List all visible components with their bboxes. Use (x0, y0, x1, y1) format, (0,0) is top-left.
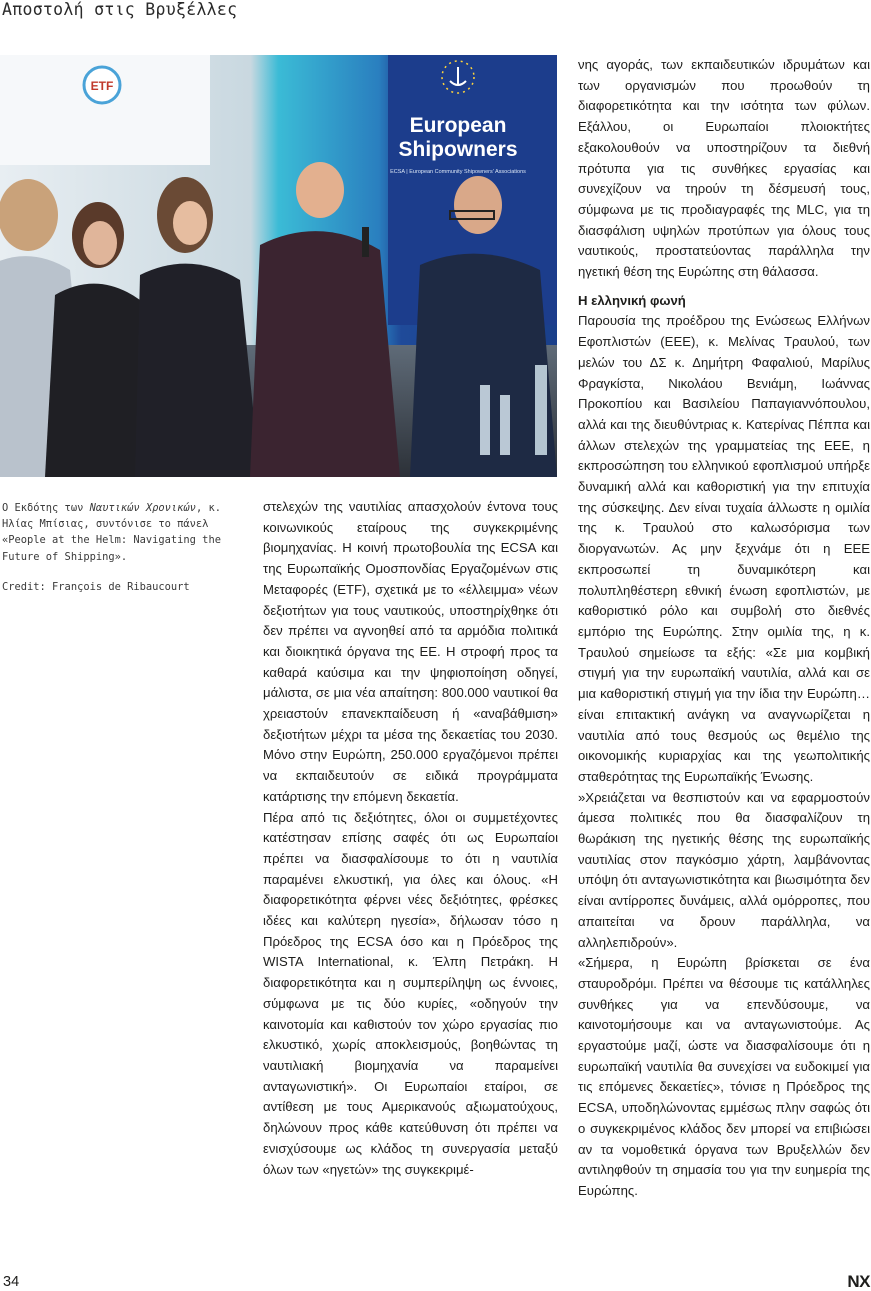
section-title: Αποστολή στις Βρυξέλλες (2, 0, 238, 19)
section-subheading: Η ελληνική φωνή (578, 292, 686, 308)
right-paragraph-2: Παρουσία της προέδρου της Ενώσεως Ελλήνων Εφοπλιστών (ΕΕΕ), κ. Μελίνας Τραυλού, των μελών του ΔΣ κ. Δημήτρη Φαφαλιού, Μαρίλυς Φραγκίστα, Νικολάου Βενιάμη, Ιωάννας Προκοπίου και Βασιλείου Παπαγιαννόπουλου, αλλά και της διευθύντριας κ. Κατερίνας Πέππα και άλλων στελεχών της γραμματείας της ΕΕΕ, η εκπροσώπηση του ελληνικού εφοπλισμού υπήρξε δυναμική αλλά και καθοριστική για την επιτυχία της σύσκεψης. Δεν είναι τυχαία άλλωστε η ομιλία της κ. Τραυλού στο καλωσόρισμα των διοργανωτών. Ας μην ξεχνάμε ότι η ΕΕΕ εκπροσωπεί τη δυναμικότερη και πολυπληθέστερη εθνική ένωση εφοπλιστών, με καθοριστικό ρόλο και συμβολή στο διεθνές εμπόριο της Ευρώπης. Στην ομιλία της, η κ. Τραυλού σημείωσε τα εξής: «Σε μια κομβική στιγμή για την ευρωπαϊκή ναυτιλία, αλλά και σε μια καθοριστική στιγμή για την ίδια την Ευρώπη… είναι επιτακτική ανάγκη να αναγνωρίζεται η ναυτιλία από τους θεσμούς ως θεμέλιο της οικονομικής κυριαρχίας και της γεωπολιτικής σταθερότητας της Ευρωπαϊκής Ένωσης. (578, 313, 870, 784)
banner-line2: Shipowners (398, 138, 518, 161)
etf-logo-text: ETF (90, 79, 114, 93)
caption-italic: Ναυτικών Χρονικών (89, 502, 196, 514)
article-column-right (578, 55, 870, 1202)
photo-credit: Credit: François de Ribaucourt (2, 580, 190, 593)
photo-caption (2, 500, 250, 595)
banner-line1: European (409, 114, 507, 137)
right-paragraph-1: νης αγοράς, των εκπαιδευτικών ιδρυμάτων και των οργανισμών που προωθούν τη διαφορετικότητα και την ισότητα των φύλων. Εξάλλου, οι Ευρωπαίοι πλοιοκτήτες εξακολουθούν να υποστηρίζουν τα διεθνή πρότυπα για τις συνθήκες εργασίας και συνεχίζουν να τηρούν τη δέσμευσή τους, σύμφωνα με τις προδιαγραφές της MLC, για τη διασφάλιση υψηλών προτύπων για όλους τους ναυτικούς, προστατεύοντας παράλληλα την ηγετική θέση της Ευρώπης στη θάλασσα. (578, 57, 870, 280)
caption-text-start: Ο Εκδότης των (2, 502, 90, 514)
etf-logo (84, 67, 120, 103)
right-paragraph-3: »Χρειάζεται να θεσπιστούν και να εφαρμοστούν άμεσα πολιτικές που θα διασφαλίζουν τη θωράκιση της ηγετικής θέσης της ευρωπαϊκής ναυτιλίας στον παγκόσμιο χάρτη, λαμβάνοντας υπόψη ότι ανταγωνιστικότητα και βιωσιμότητα δεν είναι αντίρροπες δυνάμεις, αλλά ομόρροπες, που απαιτείται να δρουν παράλληλα, να αλληλεπιδρούν». (578, 789, 870, 950)
middle-paragraph-1: στελεχών της ναυτιλίας απασχολούν έντονα τους κοινωνικούς εταίρους της συγκεκριμένης βιομηχανίας. Η κοινή πρωτοβουλία της ECSA και της Ευρωπαϊκής Ομοσπονδίας Εργαζομένων στις Μεταφορές (ETF), σχετικά με το «έλλειμμα» νέων δεξιοτήτων για τους ναυτικούς, υποστηρίχθηκε ότι δεν πρέπει να αγνοηθεί από τα αρμόδια πολιτικά και διοικητικά όργανα της ΕΕ. Η στροφή προς τα καθαρά καύσιμα και την ψηφιοποίηση οδηγεί, μάλιστα, σε μια νέα απαίτηση: 800.000 ναυτικοί θα χρειαστούν επανεκπαίδευση ή «αναβάθμιση» δεξιοτήτων μέχρι τα μέσα της δεκαετίας του 2030. Μόνο στην Ευρώπη, 250.000 εργαζόμενοι πρέπει να εκπαιδευτούν σε ειδικά προγράμματα κατάρτισης την επόμενη δεκαετία. (263, 499, 558, 804)
caption-text (2, 500, 250, 565)
middle-paragraph-2: Πέρα από τις δεξιότητες, όλοι οι συμμετέχοντες κατέστησαν επίσης σαφές ότι ως Ευρωπαίοι πρέπει να διασφαλίσουμε το ότι η ναυτιλία παραμένει ελκυστική, για όλες και όλους. «Η διαφορετικότητα φέρνει νέες δεξιότητες, φρέσκες ιδέες και καλύτερη ηγεσία», δήλωσαν τόσο η Πρόεδρος της ECSA όσο και η Πρόεδρος της WISTA International, κ. Έλπη Πετράκη. Η διαφορετικότητα και η συμπερίληψη ως έννοιες, σύμφωνα με τις δύο κυρίες, «οδηγούν την καινοτομία και καθιστούν τον χώρο εργασίας πιο ελκυστικό, χωρίς αποκλεισμούς, βοηθώντας τη ναυτιλιακή βιομηχανία να παραμείνει ανταγωνιστική». Οι Ευρωπαίοι εταίροι, σε αντίθεση με τους Αμερικανούς αξιωματούχους, δηλώνουν προς κάθε κατεύθυνση ότι πρέπει να ενισχύσουμε ως κλάδος τη συνεργασία μεταξύ όλων των «ηγετών» της συγκεκριμέ- (263, 809, 558, 1177)
panel-photo (0, 55, 557, 477)
banner-small: ECSA | European Community Shipowners' Associations (390, 169, 526, 175)
page-number: 34 (3, 1274, 20, 1290)
article-column-middle (263, 497, 558, 1180)
caption-text-end: , κ. Ηλίας Μπίσιας, συντόνισε το πάνελ «People at the Helm: Navigating the Future of Shipping». (2, 502, 221, 563)
right-paragraph-4: «Σήμερα, η Ευρώπη βρίσκεται σε ένα σταυροδρόμι. Πρέπει να θέσουμε τις κατάλληλες συνθήκες για να επενδύσουμε, να καινοτομήσουμε και να ανταγωνιστούμε. Ας εργαστούμε μαζί, ώστε να διασφαλίσουμε ότι η ευρωπαϊκή ναυτιλία θα συνεχίσει να ευδοκιμεί για τις επόμενες δεκαετίες», τόνισε η Πρόεδρος της ECSA, υποδηλώνοντας εμμέσως πλην σαφώς ότι ο συγκεκριμένος κλάδος δεν μπορεί να επιβιώσει αν τα νομοθετικά όργανα των Βρυξελλών δεν αντιληφθούν τη σημασία του για την ευημερία της Ευρώπης. (578, 955, 870, 1198)
brand-logo: NX (847, 1272, 870, 1291)
